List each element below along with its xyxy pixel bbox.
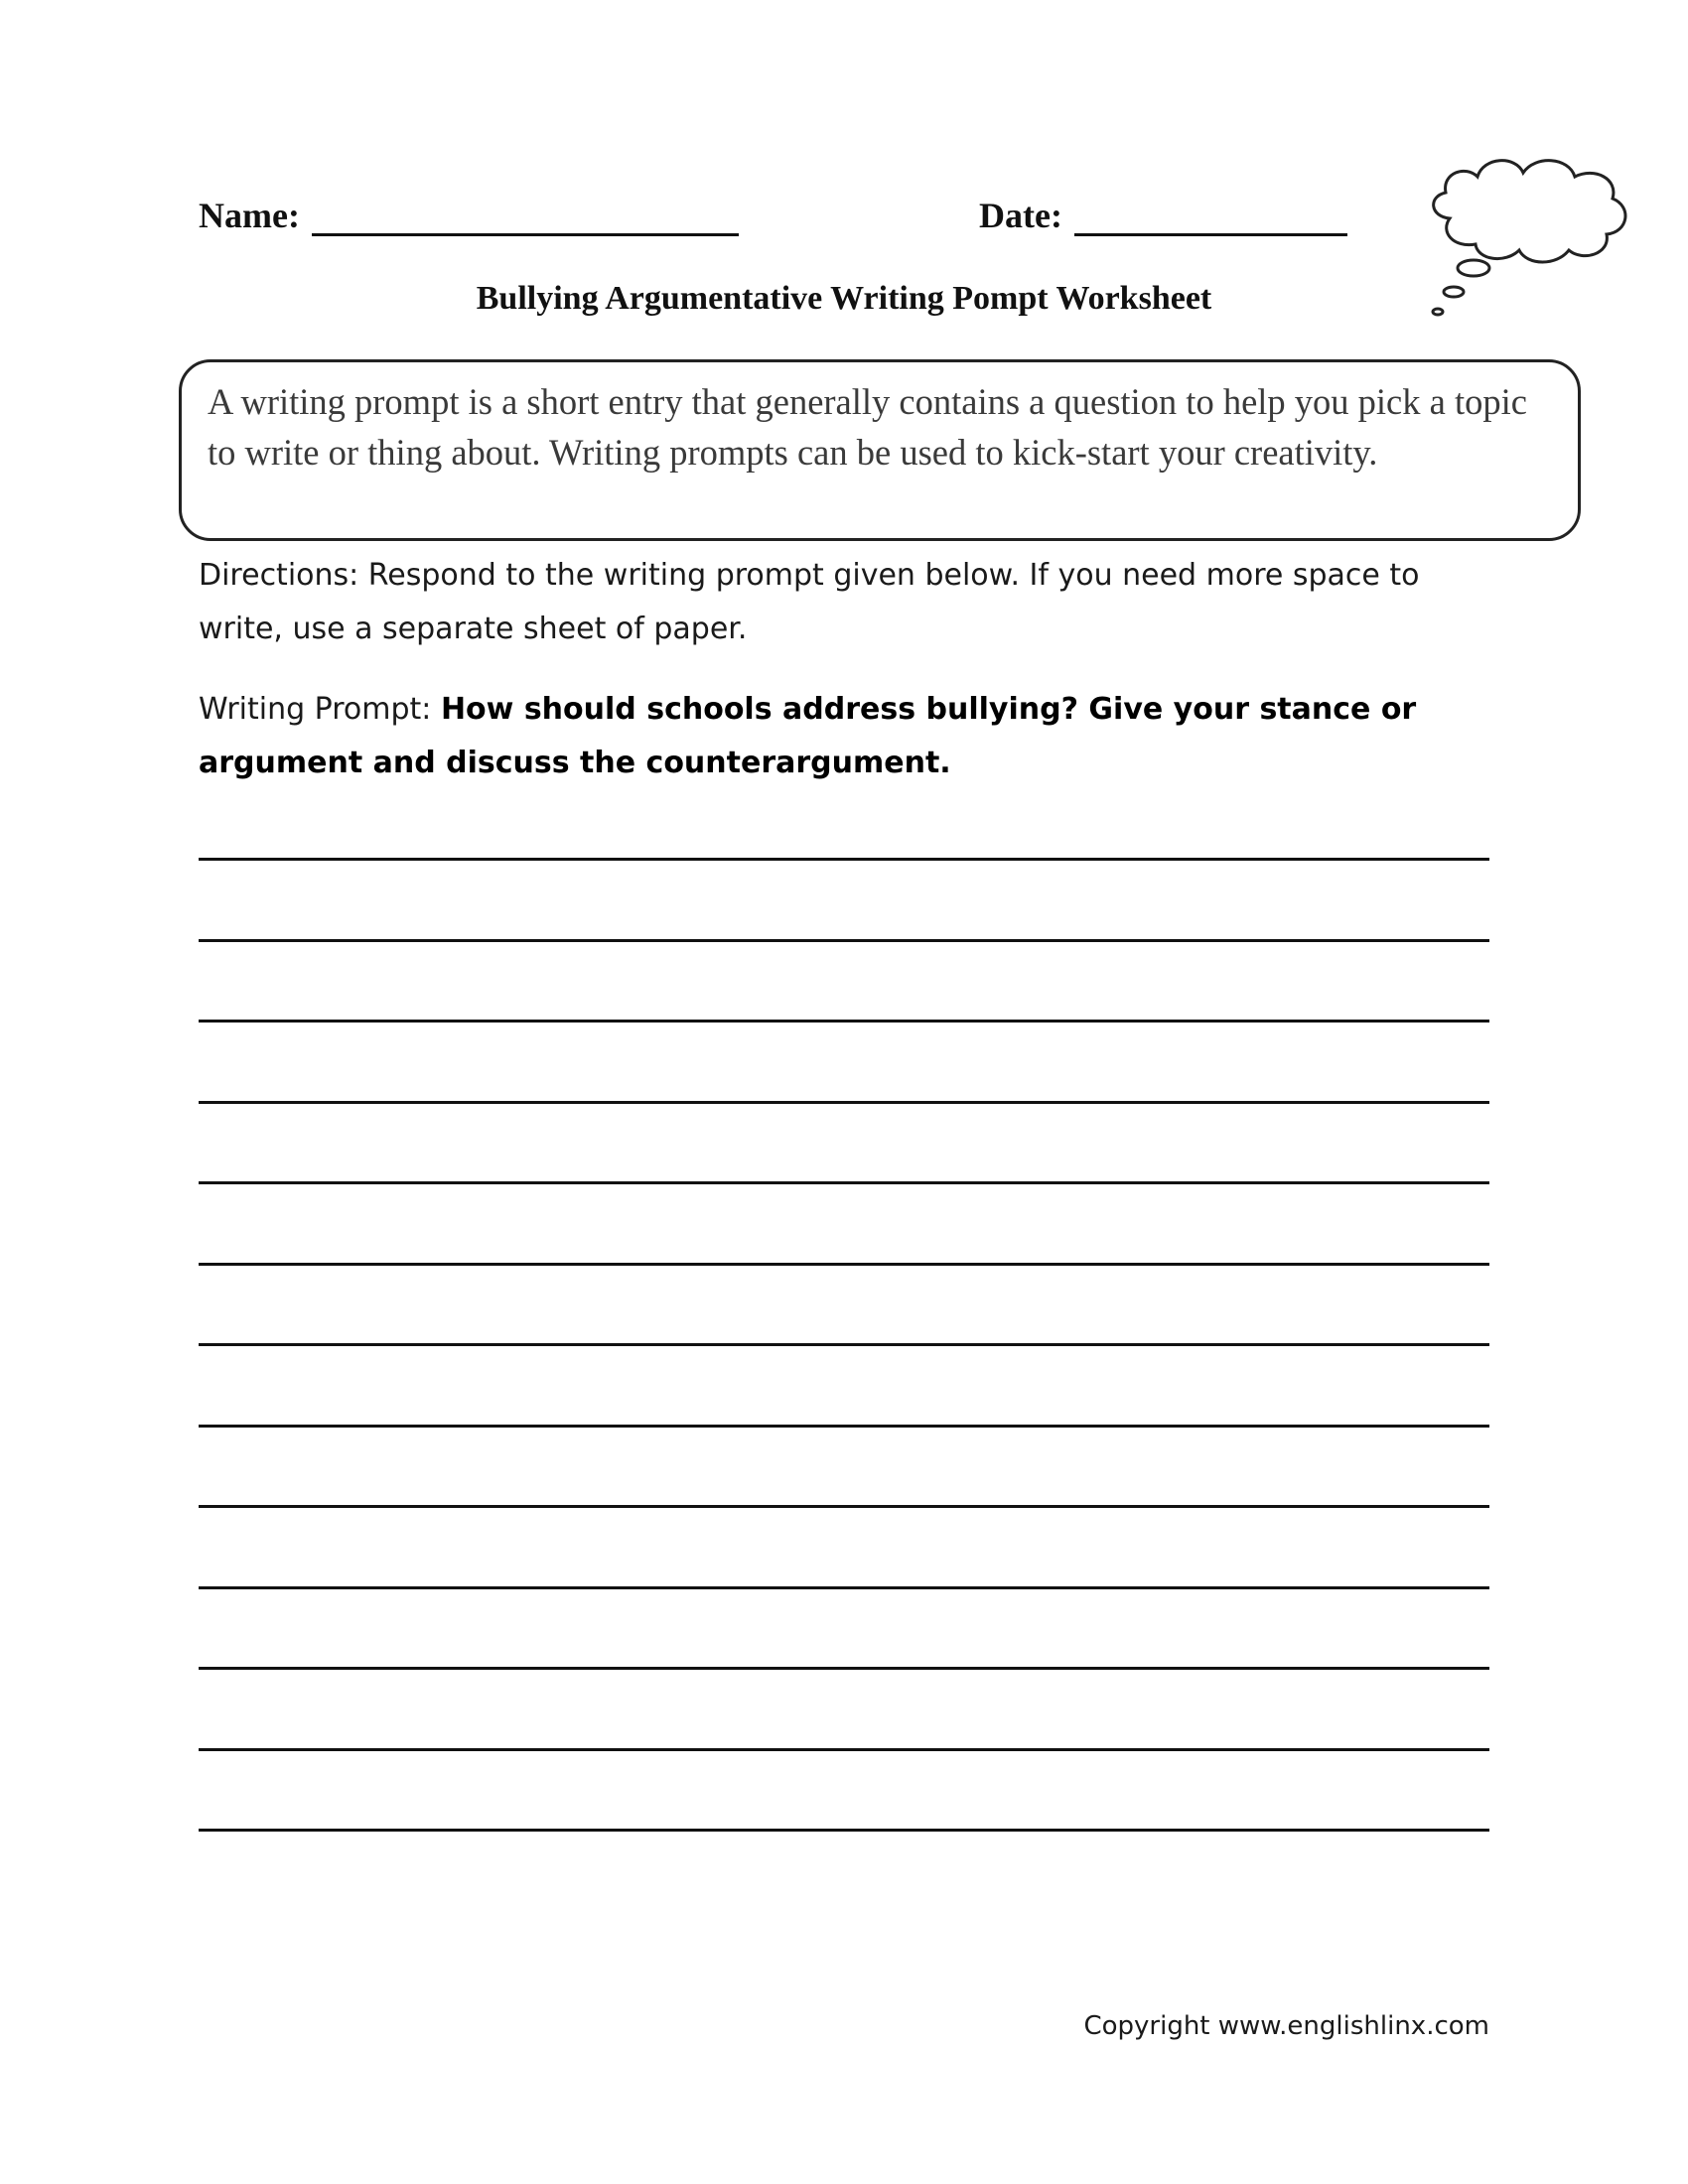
answer-line[interactable] (199, 1748, 1489, 1751)
answer-line[interactable] (199, 858, 1489, 861)
answer-line[interactable] (199, 939, 1489, 942)
answer-line[interactable] (199, 1667, 1489, 1670)
date-blank-line[interactable] (1074, 198, 1347, 236)
writing-prompt (199, 683, 1509, 790)
date-field[interactable] (979, 195, 1347, 236)
intro-box (179, 359, 1581, 541)
prompt-question: How should schools address bullying? Give your stance or argument and discuss the counterargument. (199, 692, 1417, 780)
name-label: Name: (199, 196, 300, 235)
date-label: Date: (979, 196, 1062, 235)
name-blank-line[interactable] (312, 198, 739, 236)
answer-line[interactable] (199, 1020, 1489, 1023)
header-row (199, 195, 1350, 254)
copyright-text: Copyright www.englishlinx.com (1083, 2011, 1489, 2041)
prompt-label: Writing Prompt: (199, 692, 432, 727)
answer-line[interactable] (199, 1263, 1489, 1266)
answer-line[interactable] (199, 1101, 1489, 1104)
answer-line[interactable] (199, 1829, 1489, 1832)
answer-line[interactable] (199, 1586, 1489, 1589)
name-field[interactable] (199, 195, 739, 236)
worksheet-title: Bullying Argumentative Writing Pompt Worksheet (476, 280, 1212, 317)
answer-line[interactable] (199, 1343, 1489, 1346)
answer-line[interactable] (199, 1425, 1489, 1428)
answer-line[interactable] (199, 1505, 1489, 1508)
answer-line[interactable] (199, 1181, 1489, 1184)
intro-text: A writing prompt is a short entry that generally contains a question to help you pick a topic to write or thing about. Writing prompts can be used to kick-start your creativity. (208, 381, 1527, 473)
directions-text: Directions: Respond to the writing prompt given below. If you need more space to write, use a separate sheet of paper. (199, 558, 1420, 646)
